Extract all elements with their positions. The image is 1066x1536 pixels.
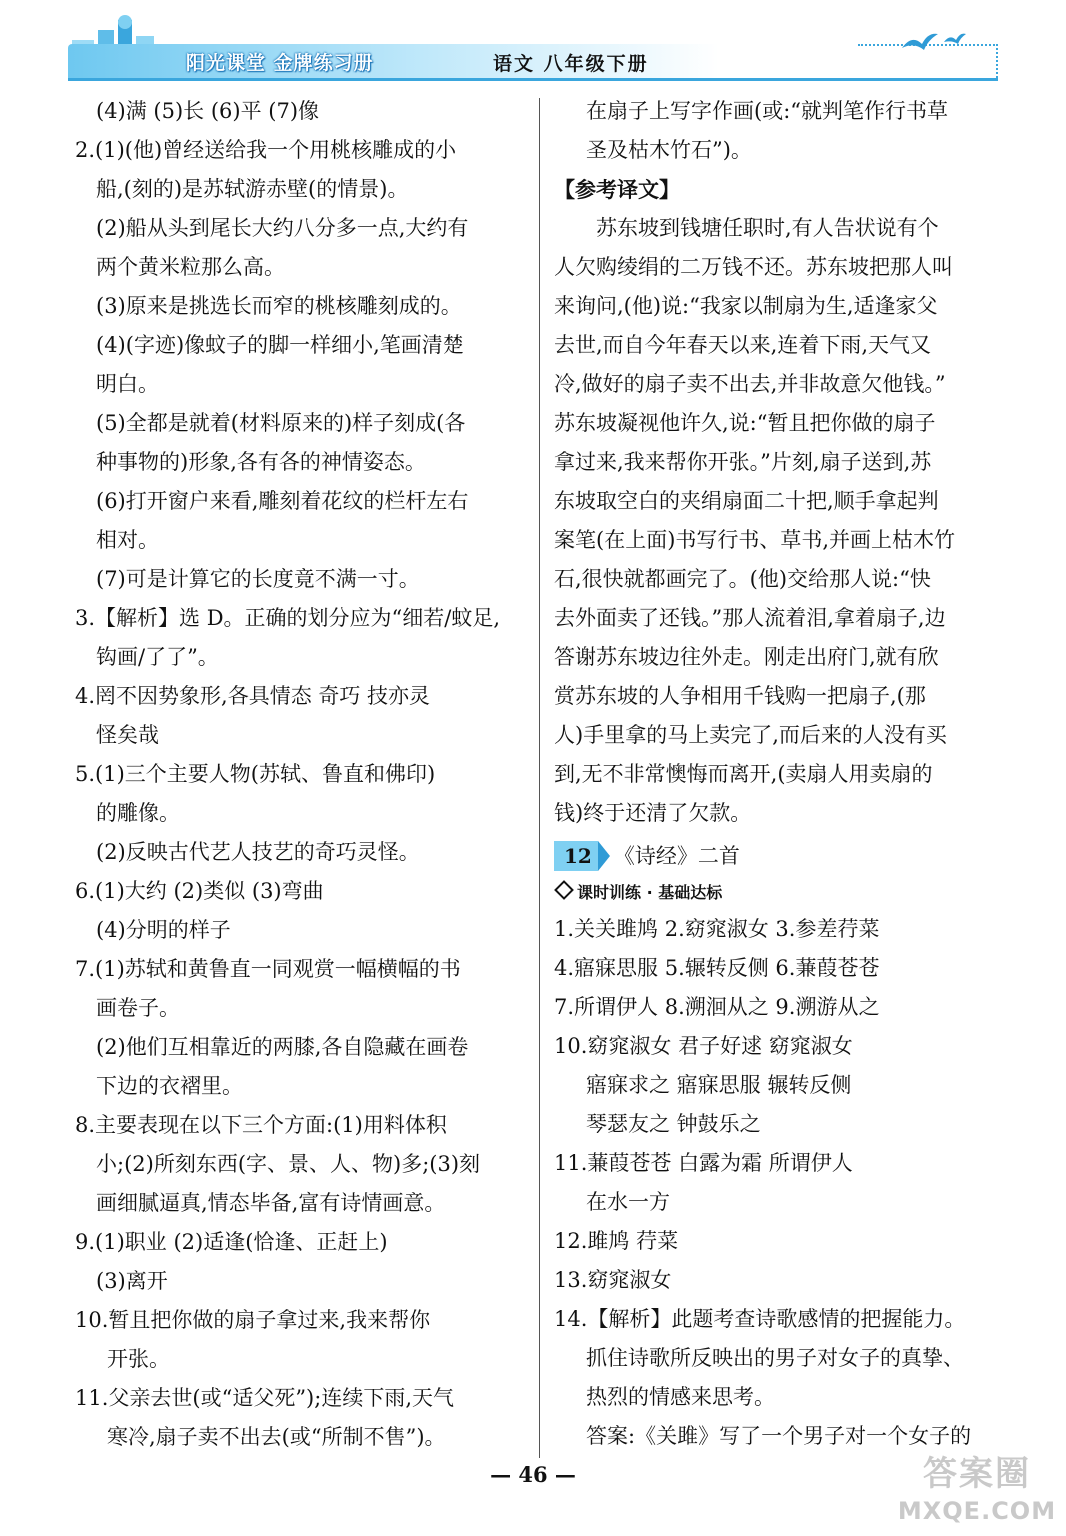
answer-line: 8.主要表现在以下三个方面:(1)用料体积: [75, 1113, 447, 1137]
translation-line: 苏东坡凝视他许久,说:“暂且把你做的扇子: [554, 411, 936, 435]
translation-line: 到,无不非常懊悔而离开,(卖扇人用卖扇的: [554, 762, 933, 786]
translation-line: 钱)终于还清了欠款。: [554, 801, 752, 825]
answer-line: 5.(1)三个主要人物(苏轼、鲁直和佛印): [75, 762, 436, 786]
answer-line: 10.窈窕淑女 君子好逑 窈窕淑女: [554, 1034, 853, 1058]
exercise-subheading-text: 课时训练 · 基础达标: [577, 883, 723, 902]
section-number: 12: [554, 841, 598, 871]
subject-grade: 语文 八年级下册: [493, 53, 649, 75]
translation-line: 东坡取空白的夹绢扇面二十把,顺手拿起判: [554, 489, 939, 513]
answer-line: 4.寤寐思服 5.辗转反侧 6.蒹葭苍苍: [554, 956, 880, 980]
answer-line: 寒冷,扇子卖不出去(或“所制不售”)。: [107, 1425, 446, 1449]
watermark-logo: [888, 1452, 1066, 1536]
answer-line: 钩画/了了”。: [96, 645, 219, 669]
answer-line: 12.雎鸠 荇菜: [554, 1229, 679, 1253]
answer-line: (3)原来是挑选长而窄的桃核雕刻成的。: [96, 294, 462, 318]
chevron-right-icon: [598, 841, 610, 871]
answer-line: 4.罔不因势象形,各具情态 奇巧 技亦灵: [75, 684, 431, 708]
answer-line: 下边的衣褶里。: [96, 1074, 243, 1098]
answer-line: 明白。: [96, 372, 159, 396]
translation-line: 苏东坡到钱塘任职时,有人告状说有个: [596, 216, 939, 240]
answer-line: 10.暂且把你做的扇子拿过来,我来帮你: [75, 1308, 431, 1332]
section-heading: [554, 839, 740, 873]
answer-line: 船,(刻的)是苏轼游赤壁(的情景)。: [96, 177, 409, 201]
answer-line: (6)打开窗户来看,雕刻着花纹的栏杆左右: [96, 489, 469, 513]
answer-line: 在扇子上写字作画(或:“就判笔作行书草: [586, 99, 949, 123]
translation-line: 拿过来,我来帮你开张。”片刻,扇子送到,苏: [554, 450, 932, 474]
answer-line: 怪矣哉: [96, 723, 159, 747]
exercise-subheading: [554, 876, 1002, 910]
answer-line: 在水一方: [586, 1190, 670, 1214]
answer-line: 画细腻逼真,情态毕备,富有诗情画意。: [96, 1191, 446, 1215]
answer-line: (4)(字迹)像蚊子的脚一样细小,笔画清楚: [96, 333, 464, 357]
left-column: [75, 92, 527, 1457]
section-title: 《诗经》二首: [613, 843, 740, 868]
answer-line: 开张。: [107, 1347, 170, 1371]
diamond-icon: [554, 880, 574, 900]
answer-line: (3)离开: [96, 1269, 168, 1293]
answer-line: (2)船从头到尾长大约八分多一点,大约有: [96, 216, 469, 240]
answer-line: 7.所谓伊人 8.溯洄从之 9.溯游从之: [554, 995, 880, 1019]
brand-title: 阳光课堂 金牌练习册: [186, 52, 374, 74]
page-header: [68, 14, 998, 78]
answer-line: 答案:《关雎》写了一个男子对一个女子的: [586, 1424, 972, 1448]
page-number: — 46 —: [490, 1462, 576, 1487]
translation-line: 人)手里拿的马上卖完了,而后来的人没有买: [554, 723, 947, 747]
answer-line: 14.【解析】此题考查诗歌感情的把握能力。: [554, 1307, 966, 1331]
answer-line: (2)反映古代艺人技艺的奇巧灵怪。: [96, 840, 420, 864]
answer-line: (4)分明的样子: [96, 918, 231, 942]
answer-line: 11.父亲去世(或“适父死”);连续下雨,天气: [75, 1386, 455, 1410]
translation-line: 案笔(在上面)书写行书、草书,并画上枯木竹: [554, 528, 956, 552]
answer-line: 小;(2)所刻东西(字、景、人、物)多;(3)刻: [96, 1152, 481, 1176]
answer-line: 3.【解析】选 D。正确的划分应为“细若/蚊足,: [75, 606, 501, 630]
answer-line: 热烈的情感来思考。: [586, 1385, 775, 1409]
translation-line: 去世,而自今年春天以来,连着下雨,天气又: [554, 333, 932, 357]
answer-line: 9.(1)职业 (2)适逢(恰逢、正赶上): [75, 1230, 388, 1254]
translation-line: 人欠购绫绢的二万钱不还。苏东坡把那人叫: [554, 255, 953, 279]
birds-icon: [898, 24, 968, 60]
translation-line: 答谢苏东坡边往外走。刚走出府门,就有欣: [554, 645, 939, 669]
translation-heading: 【参考译文】: [554, 177, 680, 202]
answer-line: 圣及枯木竹石”)。: [586, 138, 752, 162]
translation-line: 石,很快就都画完了。(他)交给那人说:“快: [554, 567, 931, 591]
watermark-bottom: MXQE.COM: [897, 1497, 1057, 1525]
answer-line: 寤寐求之 寤寐思服 辗转反侧: [586, 1073, 852, 1097]
answer-line: (2)他们互相靠近的两膝,各自隐藏在画卷: [96, 1035, 469, 1059]
answer-line: 1.关关雎鸠 2.窈窕淑女 3.参差荇菜: [554, 917, 880, 941]
answer-line: (4)满 (5)长 (6)平 (7)像: [96, 99, 320, 123]
watermark-top: 答案圈: [923, 1454, 1031, 1494]
answer-line: 抓住诗歌所反映出的男子对女子的真挚、: [586, 1346, 964, 1370]
answer-line: 两个黄米粒那么高。: [96, 255, 285, 279]
translation-line: 赏苏东坡的人争相用千钱购一把扇子,(那: [554, 684, 926, 708]
translation-line: 去外面卖了还钱。”那人流着泪,拿着扇子,边: [554, 606, 946, 630]
answer-line: (7)可是计算它的长度竟不满一寸。: [96, 567, 420, 591]
answer-line: 的雕像。: [96, 801, 180, 825]
answer-line: 相对。: [96, 528, 159, 552]
answer-line: 13.窈窕淑女: [554, 1268, 672, 1292]
translation-line: 来询问,(他)说:“我家以制扇为生,适逢家父: [554, 294, 938, 318]
translation-line: 冷,做好的扇子卖不出去,并非故意欠他钱。”: [554, 372, 946, 396]
answer-line: 2.(1)(他)曾经送给我一个用桃核雕成的小: [75, 138, 457, 162]
answer-line: 琴瑟友之 钟鼓乐之: [586, 1112, 761, 1136]
column-divider: [539, 98, 540, 1458]
answer-line: 种事物的)形象,各有各的神情姿态。: [96, 450, 426, 474]
right-column: [554, 92, 1002, 1456]
answer-line: (5)全都是就着(材料原来的)样子刻成(各: [96, 411, 466, 435]
answer-line: 画卷子。: [96, 996, 180, 1020]
answer-line: 6.(1)大约 (2)类似 (3)弯曲: [75, 879, 324, 903]
answer-line: 7.(1)苏轼和黄鲁直一同观赏一幅横幅的书: [75, 957, 461, 981]
answer-line: 11.蒹葭苍苍 白露为霜 所谓伊人: [554, 1151, 853, 1175]
